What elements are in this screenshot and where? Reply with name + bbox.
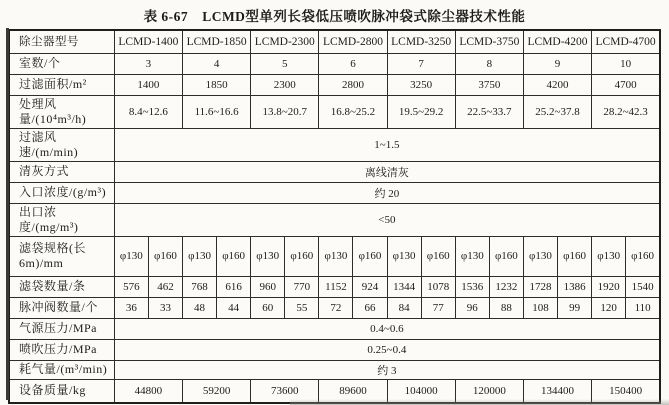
- table-cell: 25.2~37.8: [523, 95, 591, 128]
- table-title: LCMD型单列长袋低压喷吹脉冲袋式除尘器技术性能: [202, 8, 526, 24]
- table-cell: 120: [592, 297, 626, 318]
- table-cell: 59200: [183, 379, 251, 403]
- row-label: 过滤面积/m²: [9, 74, 114, 95]
- table-cell: 4: [183, 53, 251, 74]
- table-cell: 约 20: [114, 182, 660, 203]
- table-cell: φ160: [285, 236, 319, 276]
- table-cell: LCMD-1400: [114, 30, 182, 53]
- table-row: [9, 203, 660, 236]
- table-cell: 1344: [387, 276, 421, 297]
- table-cell: 离线清灰: [114, 161, 660, 182]
- table-cell: 4700: [592, 74, 660, 95]
- table-cell: 150400: [592, 379, 660, 403]
- row-label: 耗气量/(m³/min): [9, 360, 114, 379]
- table-cell: 768: [183, 276, 217, 297]
- table-cell: LCMD-3750: [455, 30, 523, 53]
- table-cell: 1920: [592, 276, 626, 297]
- table-cell: 22.5~33.7: [455, 95, 523, 128]
- table-cell: 44800: [114, 379, 182, 403]
- table-cell: LCMD-4200: [523, 30, 591, 53]
- table-cell: φ160: [421, 236, 455, 276]
- table-cell: 1232: [489, 276, 523, 297]
- table-cell: 110: [626, 297, 660, 318]
- table-cell: 924: [353, 276, 387, 297]
- table-cell: 616: [217, 276, 251, 297]
- table-cell: φ130: [319, 236, 353, 276]
- table-cell: 36: [114, 297, 148, 318]
- table-row: [9, 128, 660, 161]
- table-cell: 55: [285, 297, 319, 318]
- table-cell: 1152: [319, 276, 353, 297]
- table-row: [9, 297, 660, 318]
- table-cell: 1850: [183, 74, 251, 95]
- table-row: [9, 161, 660, 182]
- row-label: 气源压力/MPa: [9, 318, 114, 339]
- table-caption: [0, 0, 669, 29]
- table-cell: 1540: [626, 276, 660, 297]
- row-label: 滤袋数量/条: [9, 276, 114, 297]
- table-cell: 44: [217, 297, 251, 318]
- spec-table-body: [9, 30, 660, 403]
- table-cell: 2800: [319, 74, 387, 95]
- row-label: 脉冲阀数量/个: [9, 297, 114, 318]
- table-cell: φ160: [148, 236, 182, 276]
- table-row: [9, 236, 660, 276]
- table-cell: 770: [285, 276, 319, 297]
- table-cell: φ160: [626, 236, 660, 276]
- table-cell: 73600: [251, 379, 319, 403]
- table-cell: 134400: [523, 379, 591, 403]
- table-cell: LCMD-2800: [319, 30, 387, 53]
- row-label: 清灰方式: [9, 161, 114, 182]
- table-cell: 1~1.5: [114, 128, 660, 161]
- row-label: 设备质量/kg: [9, 379, 114, 403]
- table-cell: LCMD-3250: [387, 30, 455, 53]
- table-cell: φ160: [353, 236, 387, 276]
- table-cell: 1386: [558, 276, 592, 297]
- table-cell: φ130: [114, 236, 148, 276]
- table-cell: 84: [387, 297, 421, 318]
- scan-smudge-artifact: [290, 399, 669, 405]
- table-cell: 462: [148, 276, 182, 297]
- row-label: 处理风量/(10⁴m³/h): [9, 95, 114, 128]
- table-row: [9, 182, 660, 203]
- table-cell: 99: [558, 297, 592, 318]
- row-label: 出口浓度/(mg/m³): [9, 203, 114, 236]
- table-cell: φ130: [523, 236, 557, 276]
- table-cell: 28.2~42.3: [592, 95, 660, 128]
- row-label: 室数/个: [9, 53, 114, 74]
- table-cell: <50: [114, 203, 660, 236]
- table-cell: 108: [523, 297, 557, 318]
- table-number: 表 6-67: [143, 8, 189, 24]
- table-cell: LCMD-2300: [251, 30, 319, 53]
- table-row: [9, 318, 660, 339]
- table-cell: 1536: [455, 276, 489, 297]
- table-cell: 104000: [387, 379, 455, 403]
- table-cell: φ160: [558, 236, 592, 276]
- table-cell: 11.6~16.6: [183, 95, 251, 128]
- table-row: [9, 339, 660, 360]
- table-cell: φ130: [387, 236, 421, 276]
- table-cell: 9: [523, 53, 591, 74]
- table-row: [9, 276, 660, 297]
- table-cell: 960: [251, 276, 285, 297]
- table-cell: φ130: [455, 236, 489, 276]
- table-cell: 77: [421, 297, 455, 318]
- table-cell: 48: [183, 297, 217, 318]
- table-cell: 4200: [523, 74, 591, 95]
- table-cell: 89600: [319, 379, 387, 403]
- table-row: [9, 30, 660, 53]
- row-label: 喷吹压力/MPa: [9, 339, 114, 360]
- table-cell: 60: [251, 297, 285, 318]
- table-cell: LCMD-4700: [592, 30, 660, 53]
- table-cell: 3: [114, 53, 182, 74]
- table-cell: 576: [114, 276, 148, 297]
- row-label: 滤袋规格(长 6m)/mm: [9, 236, 114, 276]
- table-cell: 13.8~20.7: [251, 95, 319, 128]
- table-cell: φ160: [489, 236, 523, 276]
- row-label: 入口浓度/(g/m³): [9, 182, 114, 203]
- table-row: [9, 74, 660, 95]
- table-cell: 3250: [387, 74, 455, 95]
- table-cell: 88: [489, 297, 523, 318]
- row-label: 过滤风速/(m/min): [9, 128, 114, 161]
- table-cell: 2300: [251, 74, 319, 95]
- table-cell: 16.8~25.2: [319, 95, 387, 128]
- table-cell: 8: [455, 53, 523, 74]
- table-cell: φ160: [217, 236, 251, 276]
- table-cell: LCMD-1850: [183, 30, 251, 53]
- table-cell: 5: [251, 53, 319, 74]
- table-cell: 33: [148, 297, 182, 318]
- table-cell: 1078: [421, 276, 455, 297]
- table-cell: 8.4~12.6: [114, 95, 182, 128]
- table-cell: 约 3: [114, 360, 660, 379]
- scan-edge-artifact: [6, 28, 9, 400]
- table-cell: 120000: [455, 379, 523, 403]
- table-cell: φ130: [251, 236, 285, 276]
- table-cell: 96: [455, 297, 489, 318]
- table-cell: 19.5~29.2: [387, 95, 455, 128]
- table-cell: 1400: [114, 74, 182, 95]
- table-cell: 7: [387, 53, 455, 74]
- table-cell: 6: [319, 53, 387, 74]
- table-cell: 0.25~0.4: [114, 339, 660, 360]
- table-cell: φ130: [592, 236, 626, 276]
- table-row: [9, 53, 660, 74]
- table-cell: 10: [592, 53, 660, 74]
- table-row: [9, 360, 660, 379]
- table-row: [9, 95, 660, 128]
- table-cell: 72: [319, 297, 353, 318]
- table-cell: 0.4~0.6: [114, 318, 660, 339]
- table-cell: 1728: [523, 276, 557, 297]
- spec-table: [8, 29, 661, 404]
- table-cell: 66: [353, 297, 387, 318]
- row-label: 除尘器型号: [9, 30, 114, 53]
- table-cell: φ130: [183, 236, 217, 276]
- table-cell: 3750: [455, 74, 523, 95]
